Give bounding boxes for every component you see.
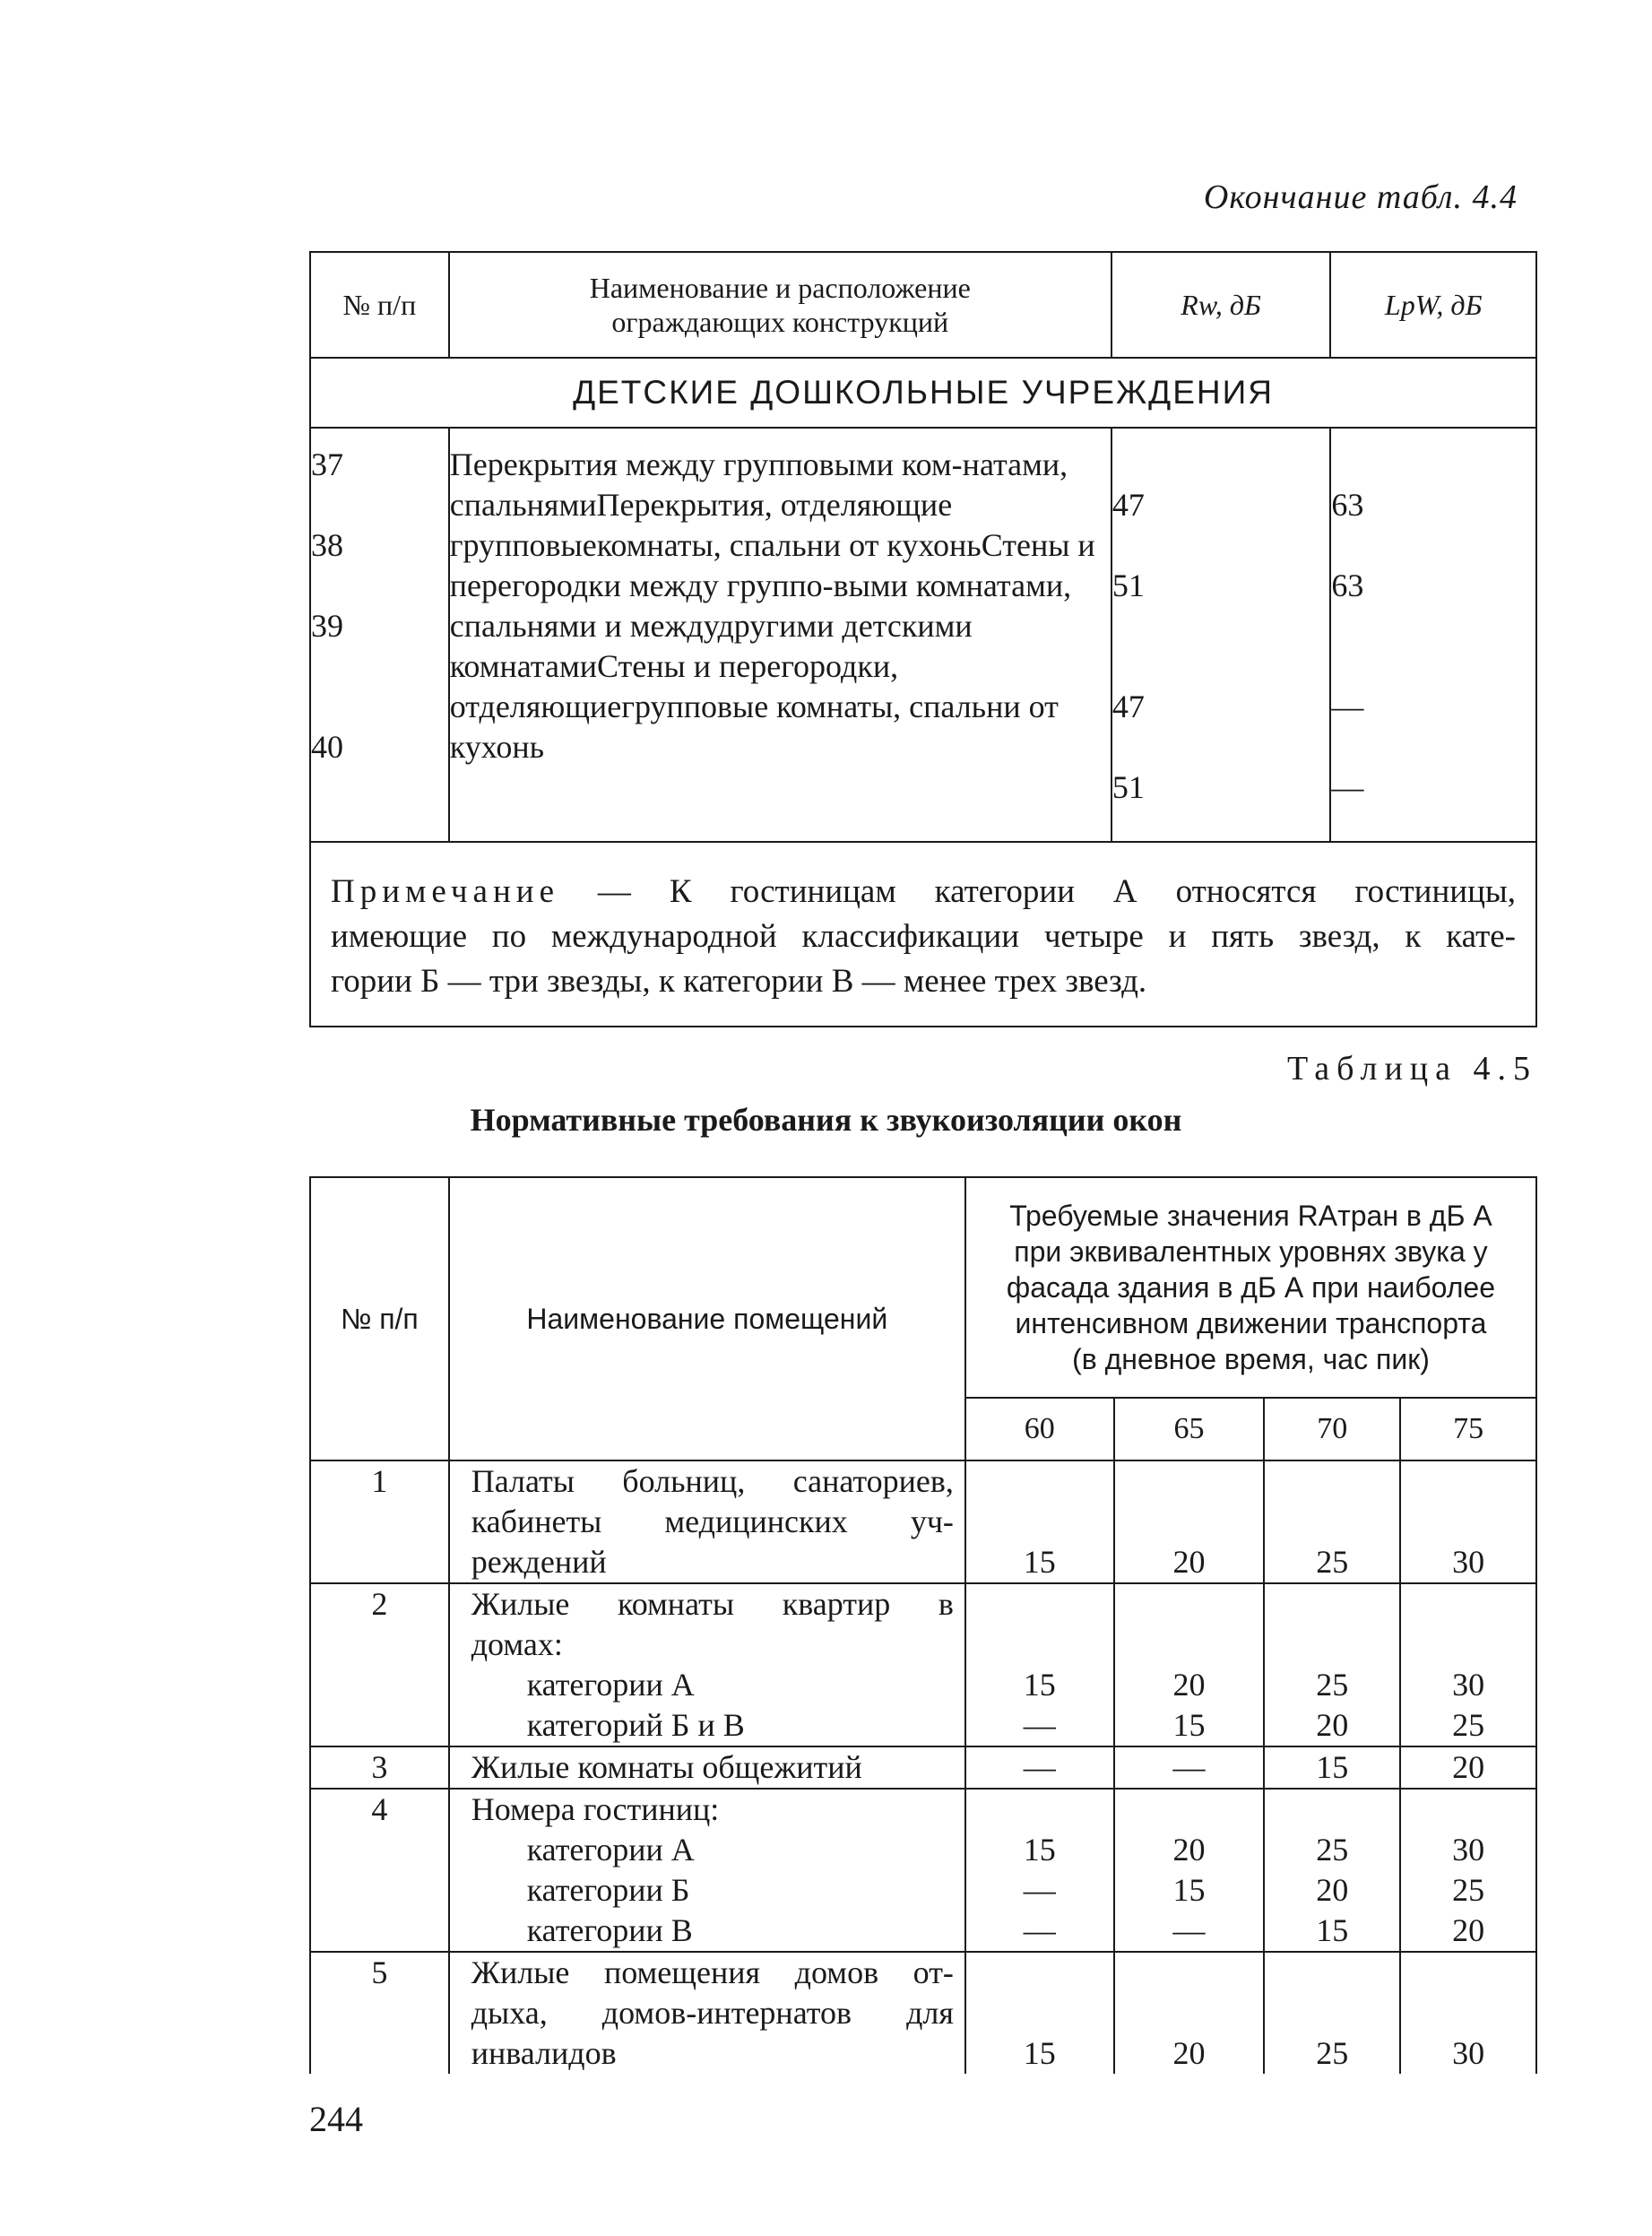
value: —	[1023, 1707, 1056, 1743]
header-level: 75	[1400, 1398, 1536, 1460]
row-text-line: Стены и перегородки, отделяющие	[449, 648, 899, 724]
value: 20	[1316, 1872, 1349, 1908]
room-category: категории А	[526, 1667, 695, 1703]
room-name-line: домах:	[471, 1626, 563, 1662]
page-number: 244	[309, 2099, 363, 2139]
row-number-cell	[310, 1952, 449, 2074]
value-cell	[1114, 1746, 1265, 1789]
header-rw-label: Rw, дБ	[1181, 289, 1261, 321]
lpw-value: 63	[1331, 487, 1364, 523]
row-number: 3	[371, 1749, 388, 1785]
value: 30	[1452, 1667, 1485, 1703]
value-cell	[1264, 1789, 1400, 1952]
value: 25	[1316, 1667, 1349, 1703]
value: 15	[1316, 1912, 1349, 1948]
row-text-line: другими детскими комнатами	[449, 608, 973, 684]
row-number: 38	[311, 527, 343, 563]
value: 20	[1172, 1832, 1206, 1868]
num-column	[310, 428, 449, 842]
lpw-value: —	[1331, 769, 1364, 805]
header-name-line: ограждающих конструкций	[611, 306, 949, 338]
value-cell	[1400, 1789, 1536, 1952]
value: 25	[1452, 1872, 1485, 1908]
table-row	[310, 1952, 1536, 2074]
room-name-line: Жилые комнаты общежитий	[471, 1749, 862, 1785]
header-name	[449, 252, 1111, 358]
section-row	[310, 358, 1536, 428]
value-cell	[1114, 1583, 1265, 1746]
table-4-5-title: Нормативные требования к звукоизоляции окон	[470, 1102, 1182, 1138]
room-category: категории Б	[526, 1872, 690, 1908]
value: 15	[1023, 1832, 1056, 1868]
lpw-value: —	[1331, 689, 1364, 724]
room-name-cell	[449, 1460, 965, 1583]
header-lpw-label: LpW, дБ	[1384, 289, 1483, 321]
room-name-line: Номера гостиниц:	[471, 1791, 720, 1827]
table-4-4	[309, 251, 1537, 1027]
row-number: 39	[311, 608, 343, 644]
table-4-5-label: Таблица 4.5	[1286, 1050, 1537, 1088]
value: 25	[1316, 1544, 1349, 1580]
lpw-column	[1330, 428, 1536, 842]
value-cell	[1400, 1583, 1536, 1746]
room-name-cell	[449, 1746, 965, 1789]
note	[310, 842, 1536, 1027]
value: 20	[1452, 1912, 1485, 1948]
value: 20	[1172, 2035, 1206, 2071]
value-cell	[965, 1583, 1114, 1746]
value-cell	[1264, 1952, 1400, 2074]
note-line	[331, 870, 1516, 914]
table-body-row	[310, 428, 1536, 842]
header-name-line: Наименование и расположение	[589, 272, 971, 304]
header-lpw	[1330, 252, 1536, 358]
value-cell	[1400, 1460, 1536, 1583]
value: 20	[1172, 1667, 1206, 1703]
room-name-line: дыха, домов-интернатов для	[471, 1995, 954, 2031]
value: 15	[1172, 1707, 1206, 1743]
row-number: 5	[371, 1954, 388, 1990]
value: 30	[1452, 1544, 1485, 1580]
rw-value: 47	[1111, 487, 1145, 523]
header-group	[965, 1177, 1536, 1398]
note-line: имеющие по международной классификации четыре и пять звезд, к кате-	[331, 918, 1516, 955]
rw-value: 47	[1111, 689, 1145, 724]
room-name-line: Палаты больниц, санаториев,	[471, 1463, 954, 1499]
room-name-line: инвалидов	[471, 2035, 617, 2071]
room-name-cell	[449, 1952, 965, 2074]
table-row	[310, 1460, 1536, 1583]
value: 20	[1452, 1749, 1485, 1785]
row-number: 37	[311, 446, 343, 482]
table-header-row	[310, 252, 1536, 358]
row-text-line: Перекрытия, отделяющие групповые	[449, 487, 953, 563]
continuation-caption: Окончание табл. 4.4	[1203, 178, 1518, 216]
table-header-row	[310, 1177, 1536, 1398]
value: 15	[1023, 2035, 1056, 2071]
value-cell	[1114, 1460, 1265, 1583]
value-cell	[1114, 1789, 1265, 1952]
row-text-line: выми комнатами, спальнями и между	[449, 568, 1072, 644]
header-level: 65	[1114, 1398, 1265, 1460]
rw-value: 51	[1111, 568, 1145, 603]
value: 25	[1316, 1832, 1349, 1868]
value: 20	[1316, 1707, 1349, 1743]
value: 15	[1172, 1872, 1206, 1908]
header-level: 70	[1264, 1398, 1400, 1460]
row-number-cell	[310, 1789, 449, 1952]
header-name: Наименование помещений	[449, 1177, 965, 1460]
row-text-line: комнаты, спальни от кухонь	[596, 527, 982, 563]
value-cell	[1264, 1746, 1400, 1789]
header-group-line: (в дневное время, час пик)	[1072, 1343, 1430, 1375]
value: 30	[1452, 2035, 1485, 2071]
row-number: 1	[371, 1463, 388, 1499]
table-4-5	[309, 1176, 1537, 2074]
row-number-cell	[310, 1746, 449, 1789]
row-text-line: натами, спальнями	[449, 446, 1068, 523]
value-cell	[965, 1952, 1114, 2074]
room-name-line: реждений	[471, 1544, 607, 1580]
note-label: Примечание	[331, 873, 559, 910]
value: 25	[1452, 1707, 1485, 1743]
value: —	[1023, 1912, 1056, 1948]
room-name-cell	[449, 1789, 965, 1952]
header-group-line: интенсивном движении транспорта	[1015, 1307, 1487, 1339]
note-row	[310, 842, 1536, 1027]
room-name-line: Жилые комнаты квартир в	[471, 1586, 954, 1622]
room-name-line: Жилые помещения домов от-	[471, 1954, 954, 1990]
table-row	[310, 1583, 1536, 1746]
value: —	[1023, 1749, 1056, 1785]
header-group-line: фасада здания в дБ А при наиболее	[1006, 1271, 1495, 1304]
value: 25	[1316, 2035, 1349, 2071]
value-cell	[965, 1789, 1114, 1952]
value: 15	[1023, 1544, 1056, 1580]
note-line: гории Б — три звезды, к категории В — менее трех звезд.	[331, 963, 1147, 1000]
room-category: категории А	[526, 1832, 695, 1868]
value-cell	[965, 1460, 1114, 1583]
table-row	[310, 1789, 1536, 1952]
value: 15	[1316, 1749, 1349, 1785]
header-group-line: при эквивалентных уровнях звука у	[1014, 1235, 1488, 1268]
value-cell	[965, 1746, 1114, 1789]
section-title: ДЕТСКИЕ ДОШКОЛЬНЫЕ УЧРЕЖДЕНИЯ	[310, 358, 1536, 428]
header-group-line: Требуемые значения RAтран в дБ А	[1009, 1200, 1492, 1232]
value-cell	[1400, 1952, 1536, 2074]
rw-value: 51	[1111, 769, 1145, 805]
value-cell	[1114, 1952, 1265, 2074]
value: 30	[1452, 1832, 1485, 1868]
header-num: № п/п	[310, 1177, 449, 1460]
row-text-line: групповые комнаты, спальни от кухонь	[449, 689, 1059, 765]
name-column	[449, 428, 1111, 842]
header-level: 60	[965, 1398, 1114, 1460]
value-cell	[1264, 1460, 1400, 1583]
row-number-cell	[310, 1460, 449, 1583]
value: —	[1172, 1749, 1206, 1785]
rw-column	[1111, 428, 1331, 842]
row-number: 4	[371, 1791, 388, 1827]
value: —	[1172, 1912, 1206, 1948]
note-text: — К гостиницам категории А относятся гостиницы,	[559, 873, 1516, 910]
value-cell	[1264, 1583, 1400, 1746]
row-text-line: Перекрытия между групповыми ком-	[449, 446, 963, 482]
row-text-line: Стены и перегородки между группо-	[449, 527, 1095, 603]
room-category: категорий Б и В	[526, 1707, 745, 1743]
table-row	[310, 1746, 1536, 1789]
room-name-cell	[449, 1583, 965, 1746]
header-rw	[1111, 252, 1331, 358]
row-number-cell	[310, 1583, 449, 1746]
value: 20	[1172, 1544, 1206, 1580]
lpw-value: 63	[1331, 568, 1364, 603]
value-cell	[1400, 1746, 1536, 1789]
value: 15	[1023, 1667, 1056, 1703]
room-name-line: кабинеты медицинских уч-	[471, 1504, 954, 1539]
row-number: 40	[311, 729, 343, 765]
header-num: № п/п	[310, 252, 449, 358]
room-category: категории В	[526, 1912, 693, 1948]
value: —	[1023, 1872, 1056, 1908]
row-number: 2	[371, 1586, 388, 1622]
